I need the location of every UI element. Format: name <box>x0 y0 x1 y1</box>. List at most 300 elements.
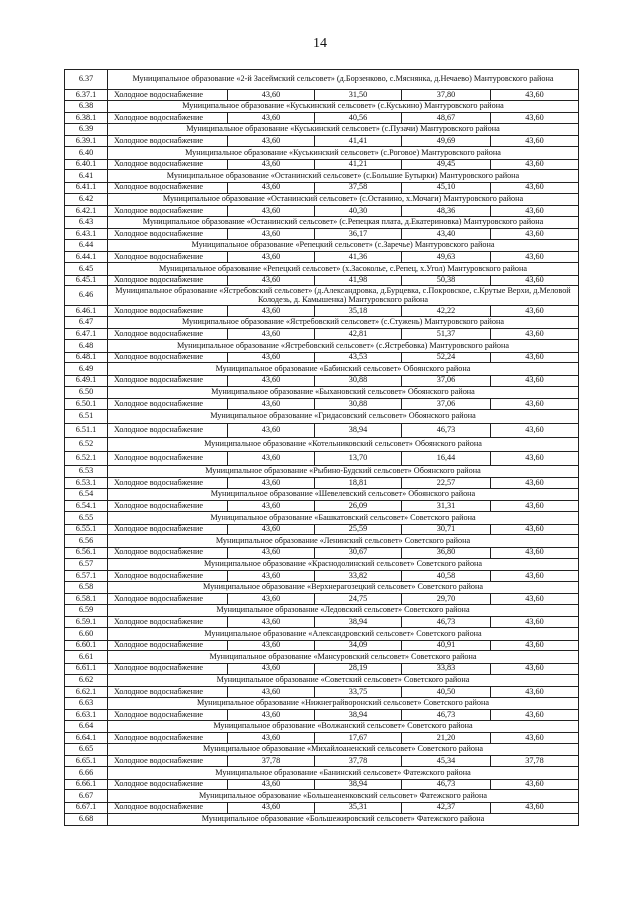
tariff-value: 37,06 <box>402 375 491 386</box>
service-label: Холодное водоснабжение <box>108 756 228 767</box>
tariff-row <box>65 252 579 263</box>
section-title: Муниципальное образование «Рыбино-Будский сельсовет» Обоянского района <box>108 465 579 477</box>
section-header-row <box>65 286 579 306</box>
service-label: Холодное водоснабжение <box>108 275 228 286</box>
service-label: Холодное водоснабжение <box>108 686 228 697</box>
row-number: 6.64.1 <box>65 733 108 744</box>
row-number: 6.52.1 <box>65 451 108 465</box>
section-title: Муниципальное образование «Останинский сельсовет» (с.Останино, х.Мочаги) Мантуровского района <box>108 193 579 205</box>
page-number: 14 <box>313 36 327 51</box>
tariff-value: 43,60 <box>491 570 579 581</box>
tariff-value: 42,37 <box>402 802 491 813</box>
tariff-value: 48,36 <box>402 205 491 216</box>
section-number: 6.40 <box>65 147 108 159</box>
tariff-value: 43,60 <box>228 229 315 240</box>
tariff-value: 41,41 <box>315 136 402 147</box>
tariff-value: 43,60 <box>228 329 315 340</box>
tariff-row <box>65 547 579 558</box>
section-number: 6.55 <box>65 512 108 524</box>
tariff-row <box>65 710 579 721</box>
service-label: Холодное водоснабжение <box>108 779 228 790</box>
tariff-row <box>65 205 579 216</box>
row-number: 6.59.1 <box>65 617 108 628</box>
table-body <box>65 70 579 826</box>
section-title: Муниципальное образование «Волжанский сельсовет» Советского района <box>108 720 579 732</box>
tariff-value: 43,60 <box>228 524 315 535</box>
service-label: Холодное водоснабжение <box>108 524 228 535</box>
tariff-row <box>65 306 579 317</box>
row-number: 6.42.1 <box>65 205 108 216</box>
row-number: 6.37.1 <box>65 90 108 101</box>
tariff-value: 43,60 <box>228 594 315 605</box>
tariff-value: 43,60 <box>491 617 579 628</box>
tariff-value: 40,91 <box>402 640 491 651</box>
section-header-row <box>65 193 579 205</box>
section-header-row <box>65 170 579 182</box>
tariff-value: 43,60 <box>491 275 579 286</box>
row-number: 6.50.1 <box>65 399 108 410</box>
tariff-value: 30,88 <box>315 399 402 410</box>
tariff-row <box>65 329 579 340</box>
tariff-row <box>65 229 579 240</box>
row-number: 6.51.1 <box>65 423 108 437</box>
tariff-value: 43,60 <box>491 159 579 170</box>
row-number: 6.47.1 <box>65 329 108 340</box>
row-number: 6.54.1 <box>65 501 108 512</box>
tariff-value: 36,80 <box>402 547 491 558</box>
section-header-row <box>65 697 579 709</box>
section-title: Муниципальное образование «Куськинский сельсовет» (с.Пузачи) Мантуровского района <box>108 123 579 135</box>
tariff-value: 35,31 <box>315 802 402 813</box>
service-label: Холодное водоснабжение <box>108 136 228 147</box>
section-header-row <box>65 744 579 756</box>
section-number: 6.43 <box>65 216 108 228</box>
service-label: Холодное водоснабжение <box>108 205 228 216</box>
tariff-value: 49,45 <box>402 159 491 170</box>
tariff-row <box>65 478 579 489</box>
tariff-row <box>65 159 579 170</box>
tariff-value: 24,75 <box>315 594 402 605</box>
section-number: 6.49 <box>65 363 108 375</box>
tariff-value: 49,63 <box>402 252 491 263</box>
section-header-row <box>65 70 579 90</box>
service-label: Холодное водоснабжение <box>108 182 228 193</box>
section-number: 6.65 <box>65 744 108 756</box>
tariff-value: 37,78 <box>491 756 579 767</box>
service-label: Холодное водоснабжение <box>108 640 228 651</box>
row-number: 6.55.1 <box>65 524 108 535</box>
section-header-row <box>65 465 579 477</box>
tariff-value: 43,40 <box>402 229 491 240</box>
section-title: Муниципальное образование «Гридасовский сельсовет» Обоянского района <box>108 409 579 423</box>
section-number: 6.50 <box>65 386 108 398</box>
tariff-value: 43,60 <box>228 478 315 489</box>
tariff-value: 18,81 <box>315 478 402 489</box>
section-title: Муниципальное образование «Михайлоаненский сельсовет» Советского района <box>108 744 579 756</box>
tariff-value: 43,60 <box>228 159 315 170</box>
tariff-row <box>65 182 579 193</box>
section-title: Муниципальное образование «Советский сельсовет» Советского района <box>108 674 579 686</box>
tariff-value: 46,73 <box>402 779 491 790</box>
tariff-row <box>65 640 579 651</box>
tariff-value: 43,60 <box>228 640 315 651</box>
tariff-value: 37,78 <box>228 756 315 767</box>
row-number: 6.40.1 <box>65 159 108 170</box>
section-header-row <box>65 628 579 640</box>
section-title: Муниципальное образование «Краснодолинский сельсовет» Советского района <box>108 558 579 570</box>
section-header-row <box>65 409 579 423</box>
tariff-value: 43,60 <box>491 399 579 410</box>
tariff-value: 43,60 <box>491 524 579 535</box>
tariff-value: 52,24 <box>402 352 491 363</box>
tariff-row <box>65 756 579 767</box>
tariff-row <box>65 275 579 286</box>
section-title: Муниципальное образование «Куськинский сельсовет» (с.Роговое) Мантуровского района <box>108 147 579 159</box>
tariff-value: 43,60 <box>228 686 315 697</box>
tariff-value: 26,09 <box>315 501 402 512</box>
row-number: 6.43.1 <box>65 229 108 240</box>
row-number: 6.53.1 <box>65 478 108 489</box>
tariff-table <box>64 69 579 826</box>
tariff-value: 43,60 <box>491 686 579 697</box>
tariff-value: 43,60 <box>228 252 315 263</box>
row-number: 6.39.1 <box>65 136 108 147</box>
service-label: Холодное водоснабжение <box>108 710 228 721</box>
section-title: Муниципальное образование «Ястребовский сельсовет» (с.Стужень) Мантуровского района <box>108 317 579 329</box>
tariff-value: 43,60 <box>228 501 315 512</box>
tariff-value: 38,94 <box>315 423 402 437</box>
tariff-value: 43,60 <box>491 547 579 558</box>
tariff-row <box>65 399 579 410</box>
section-title: Муниципальное образование «Репецкий сельсовет» (х.Засоколье, с.Репец, х.Угол) Мантуровского района <box>108 263 579 275</box>
section-header-row <box>65 651 579 663</box>
section-title: Муниципальное образование «Котельниковский сельсовет» Обоянского района <box>108 437 579 451</box>
row-number: 6.46.1 <box>65 306 108 317</box>
tariff-value: 46,73 <box>402 423 491 437</box>
tariff-value: 46,73 <box>402 710 491 721</box>
tariff-value: 45,34 <box>402 756 491 767</box>
tariff-value: 43,60 <box>228 375 315 386</box>
tariff-value: 38,94 <box>315 779 402 790</box>
tariff-value: 21,20 <box>402 733 491 744</box>
tariff-value: 29,70 <box>402 594 491 605</box>
tariff-value: 43,60 <box>491 733 579 744</box>
tariff-value: 43,60 <box>228 90 315 101</box>
tariff-value: 43,60 <box>228 275 315 286</box>
section-number: 6.68 <box>65 813 108 825</box>
tariff-value: 43,60 <box>228 779 315 790</box>
tariff-value: 43,60 <box>228 136 315 147</box>
section-title: Муниципальное образование «Ястребовский сельсовет» (с.Ястребовка) Мантуровского района <box>108 340 579 352</box>
tariff-value: 40,50 <box>402 686 491 697</box>
section-title: Муниципальное образование «Башкатовский сельсовет» Советского района <box>108 512 579 524</box>
tariff-value: 42,81 <box>315 329 402 340</box>
tariff-value: 43,60 <box>228 399 315 410</box>
tariff-value: 43,60 <box>491 205 579 216</box>
section-header-row <box>65 581 579 593</box>
row-number: 6.57.1 <box>65 570 108 581</box>
tariff-row <box>65 501 579 512</box>
tariff-value: 43,53 <box>315 352 402 363</box>
tariff-value: 43,60 <box>228 733 315 744</box>
tariff-row <box>65 375 579 386</box>
tariff-value: 43,60 <box>491 229 579 240</box>
tariff-row <box>65 663 579 674</box>
service-label: Холодное водоснабжение <box>108 802 228 813</box>
service-label: Холодное водоснабжение <box>108 113 228 124</box>
section-title: Муниципальное образование «Большеаненковский сельсовет» Фатежского района <box>108 790 579 802</box>
section-number: 6.44 <box>65 239 108 251</box>
tariff-value: 43,60 <box>491 306 579 317</box>
service-label: Холодное водоснабжение <box>108 423 228 437</box>
section-title: Муниципальное образование «Банинский сельсовет» Фатежского района <box>108 767 579 779</box>
tariff-value: 13,70 <box>315 451 402 465</box>
section-header-row <box>65 216 579 228</box>
tariff-value: 25,59 <box>315 524 402 535</box>
row-number: 6.61.1 <box>65 663 108 674</box>
tariff-row <box>65 802 579 813</box>
row-number: 6.66.1 <box>65 779 108 790</box>
tariff-value: 43,60 <box>491 802 579 813</box>
row-number: 6.38.1 <box>65 113 108 124</box>
section-number: 6.47 <box>65 317 108 329</box>
tariff-value: 45,10 <box>402 182 491 193</box>
section-header-row <box>65 512 579 524</box>
tariff-value: 43,60 <box>491 779 579 790</box>
tariff-value: 43,60 <box>228 570 315 581</box>
service-label: Холодное водоснабжение <box>108 159 228 170</box>
section-number: 6.61 <box>65 651 108 663</box>
tariff-value: 43,60 <box>491 352 579 363</box>
tariff-value: 43,60 <box>228 352 315 363</box>
tariff-value: 22,57 <box>402 478 491 489</box>
tariff-value: 43,60 <box>228 423 315 437</box>
section-title: Муниципальное образование «Останинский сельсовет» (с.Большие Бутырки) Мантуровского района <box>108 170 579 182</box>
section-title: Муниципальное образование «Ленинский сельсовет» Советского района <box>108 535 579 547</box>
tariff-row <box>65 570 579 581</box>
tariff-value: 31,31 <box>402 501 491 512</box>
tariff-value: 28,19 <box>315 663 402 674</box>
section-number: 6.48 <box>65 340 108 352</box>
section-number: 6.62 <box>65 674 108 686</box>
section-header-row <box>65 720 579 732</box>
tariff-value: 36,17 <box>315 229 402 240</box>
tariff-row <box>65 686 579 697</box>
tariff-value: 17,67 <box>315 733 402 744</box>
section-title: Муниципальное образование «Шевелевский сельсовет» Обоянского района <box>108 489 579 501</box>
tariff-row <box>65 617 579 628</box>
service-label: Холодное водоснабжение <box>108 451 228 465</box>
row-number: 6.45.1 <box>65 275 108 286</box>
tariff-value: 16,44 <box>402 451 491 465</box>
tariff-row <box>65 524 579 535</box>
section-header-row <box>65 604 579 616</box>
tariff-value: 43,60 <box>228 802 315 813</box>
service-label: Холодное водоснабжение <box>108 501 228 512</box>
service-label: Холодное водоснабжение <box>108 478 228 489</box>
section-header-row <box>65 535 579 547</box>
section-title: Муниципальное образование «Репецкий сельсовет» (с.Заречье) Мантуровского района <box>108 239 579 251</box>
section-title: Муниципальное образование «Останинский сельсовет» (с.Репецкая плата, д.Екатериновка) Мантуровского района <box>108 216 579 228</box>
section-title: Муниципальное образование «Александровский сельсовет» Советского района <box>108 628 579 640</box>
section-header-row <box>65 813 579 825</box>
tariff-value: 43,60 <box>228 547 315 558</box>
tariff-row <box>65 423 579 437</box>
section-number: 6.57 <box>65 558 108 570</box>
section-title: Муниципальное образование «Быхановский сельсовет» Обоянского района <box>108 386 579 398</box>
row-number: 6.56.1 <box>65 547 108 558</box>
service-label: Холодное водоснабжение <box>108 306 228 317</box>
tariff-value: 37,80 <box>402 90 491 101</box>
section-number: 6.51 <box>65 409 108 423</box>
tariff-value: 43,60 <box>491 136 579 147</box>
section-number: 6.52 <box>65 437 108 451</box>
tariff-value: 31,50 <box>315 90 402 101</box>
section-title: Муниципальное образование «Ледовский сельсовет» Советского района <box>108 604 579 616</box>
service-label: Холодное водоснабжение <box>108 570 228 581</box>
tariff-value: 43,60 <box>228 205 315 216</box>
tariff-value: 43,60 <box>491 501 579 512</box>
tariff-row <box>65 136 579 147</box>
tariff-value: 40,30 <box>315 205 402 216</box>
row-number: 6.44.1 <box>65 252 108 263</box>
service-label: Холодное водоснабжение <box>108 252 228 263</box>
tariff-value: 42,22 <box>402 306 491 317</box>
section-header-row <box>65 317 579 329</box>
tariff-value: 51,37 <box>402 329 491 340</box>
section-number: 6.42 <box>65 193 108 205</box>
service-label: Холодное водоснабжение <box>108 90 228 101</box>
section-number: 6.45 <box>65 263 108 275</box>
row-number: 6.67.1 <box>65 802 108 813</box>
tariff-value: 33,83 <box>402 663 491 674</box>
tariff-value: 43,60 <box>491 423 579 437</box>
tariff-value: 43,60 <box>491 182 579 193</box>
section-number: 6.59 <box>65 604 108 616</box>
row-number: 6.63.1 <box>65 710 108 721</box>
section-number: 6.37 <box>65 70 108 90</box>
tariff-value: 43,60 <box>228 182 315 193</box>
tariff-value: 43,60 <box>228 306 315 317</box>
tariff-value: 46,73 <box>402 617 491 628</box>
section-header-row <box>65 386 579 398</box>
section-number: 6.63 <box>65 697 108 709</box>
section-number: 6.66 <box>65 767 108 779</box>
tariff-value: 43,60 <box>491 113 579 124</box>
tariff-value: 43,60 <box>228 710 315 721</box>
tariff-value: 50,38 <box>402 275 491 286</box>
tariff-value: 43,60 <box>491 375 579 386</box>
section-header-row <box>65 263 579 275</box>
tariff-value: 37,78 <box>315 756 402 767</box>
service-label: Холодное водоснабжение <box>108 399 228 410</box>
tariff-value: 30,88 <box>315 375 402 386</box>
section-title: Муниципальное образование «Куськинский сельсовет» (с.Куськино) Мантуровского района <box>108 100 579 112</box>
tariff-value: 43,60 <box>228 617 315 628</box>
tariff-value: 34,09 <box>315 640 402 651</box>
row-number: 6.62.1 <box>65 686 108 697</box>
tariff-value: 30,71 <box>402 524 491 535</box>
row-number: 6.41.1 <box>65 182 108 193</box>
tariff-value: 43,60 <box>491 329 579 340</box>
section-number: 6.53 <box>65 465 108 477</box>
service-label: Холодное водоснабжение <box>108 594 228 605</box>
tariff-row <box>65 733 579 744</box>
tariff-value: 43,60 <box>491 663 579 674</box>
section-number: 6.38 <box>65 100 108 112</box>
service-label: Холодное водоснабжение <box>108 547 228 558</box>
section-title: Муниципальное образование «Ястребовский сельсовет» (д.Александровка, д.Бурцевка, с.Покровское, с.Крутые Верхи, д.Меловой Колодезь, д. Камышенка) Мантуровского района <box>108 286 579 306</box>
service-label: Холодное водоснабжение <box>108 375 228 386</box>
tariff-value: 48,67 <box>402 113 491 124</box>
tariff-value: 43,60 <box>491 478 579 489</box>
service-label: Холодное водоснабжение <box>108 733 228 744</box>
section-header-row <box>65 363 579 375</box>
tariff-row <box>65 113 579 124</box>
section-title: Муниципальное образование «Бабинский сельсовет» Обоянского района <box>108 363 579 375</box>
section-title: Муниципальное образование «Верхнерагозецкий сельсовет» Советского района <box>108 581 579 593</box>
tariff-row <box>65 451 579 465</box>
tariff-row <box>65 594 579 605</box>
tariff-value: 40,58 <box>402 570 491 581</box>
tariff-value: 41,21 <box>315 159 402 170</box>
section-title: Муниципальное образование «2-й Засеймский сельсовет» (д.Борзенково, с.Мяснянка, д.Нечаево) Мантуровского района <box>108 70 579 90</box>
section-header-row <box>65 437 579 451</box>
section-number: 6.54 <box>65 489 108 501</box>
section-header-row <box>65 790 579 802</box>
service-label: Холодное водоснабжение <box>108 352 228 363</box>
row-number: 6.48.1 <box>65 352 108 363</box>
tariff-row <box>65 352 579 363</box>
tariff-value: 35,18 <box>315 306 402 317</box>
tariff-value: 33,75 <box>315 686 402 697</box>
tariff-value: 41,98 <box>315 275 402 286</box>
tariff-value: 33,82 <box>315 570 402 581</box>
tariff-value: 30,67 <box>315 547 402 558</box>
tariff-value: 38,94 <box>315 617 402 628</box>
tariff-row <box>65 779 579 790</box>
section-number: 6.46 <box>65 286 108 306</box>
section-header-row <box>65 558 579 570</box>
section-header-row <box>65 123 579 135</box>
section-header-row <box>65 239 579 251</box>
tariff-value: 43,60 <box>491 594 579 605</box>
section-header-row <box>65 100 579 112</box>
section-header-row <box>65 674 579 686</box>
section-number: 6.64 <box>65 720 108 732</box>
section-number: 6.60 <box>65 628 108 640</box>
row-number: 6.60.1 <box>65 640 108 651</box>
tariff-value: 43,60 <box>228 451 315 465</box>
section-number: 6.67 <box>65 790 108 802</box>
tariff-value: 43,60 <box>491 451 579 465</box>
tariff-row <box>65 90 579 101</box>
section-header-row <box>65 340 579 352</box>
tariff-value: 43,60 <box>228 113 315 124</box>
section-header-row <box>65 767 579 779</box>
section-number: 6.58 <box>65 581 108 593</box>
section-number: 6.41 <box>65 170 108 182</box>
tariff-value: 43,60 <box>491 710 579 721</box>
section-header-row <box>65 147 579 159</box>
service-label: Холодное водоснабжение <box>108 663 228 674</box>
tariff-value: 38,94 <box>315 710 402 721</box>
section-number: 6.39 <box>65 123 108 135</box>
row-number: 6.65.1 <box>65 756 108 767</box>
section-title: Муниципальное образование «Нижнеграйворонский сельсовет» Советского района <box>108 697 579 709</box>
row-number: 6.58.1 <box>65 594 108 605</box>
section-title: Муниципальное образование «Мансуровский сельсовет» Советского района <box>108 651 579 663</box>
